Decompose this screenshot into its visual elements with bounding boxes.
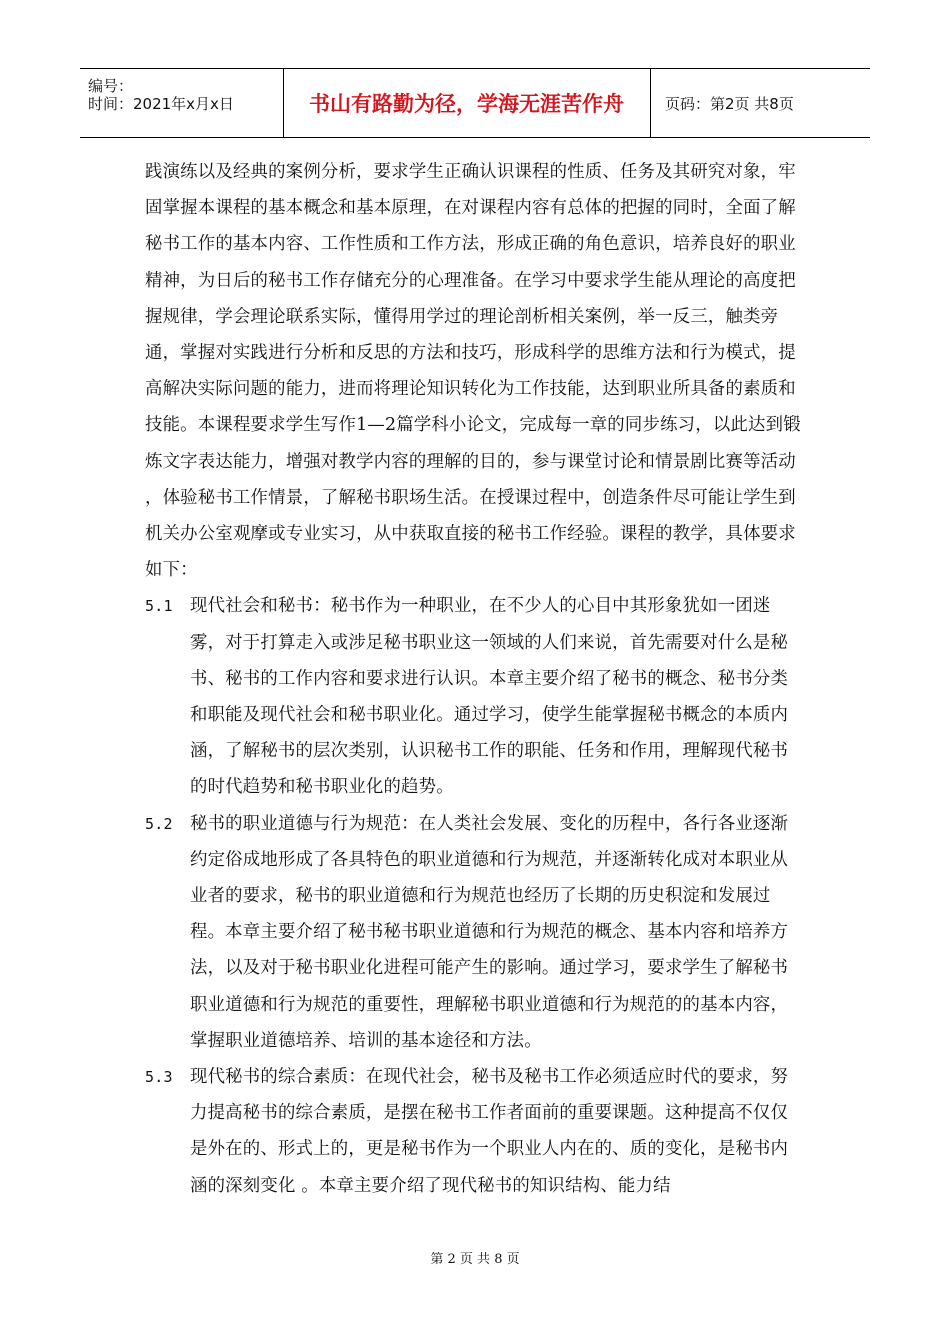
item-number: 5.1	[145, 597, 173, 616]
page-footer: 第 2 页 共 8 页	[430, 1252, 520, 1267]
header-motto: 书山有路勤为径，学海无涯苦作舟	[309, 92, 624, 116]
date-label: 时间：2021年x月x日	[88, 95, 234, 113]
header-page-info: 页码：第2页 共8页	[665, 94, 794, 113]
header-divider-left	[283, 69, 284, 137]
number-label: 编号：	[88, 77, 134, 95]
list-item	[145, 806, 805, 1059]
header-divider-right	[650, 69, 651, 137]
item-text: 现代秘书的综合素质：在现代社会，秘书及秘书工作必须适应时代的要求，努力提高秘书的综合素质，是摆在秘书工作者面前的重要课题。这种提高不仅仅是外在的、形式上的，更是秘书作为一个职业人内在的、质的变化，是秘书内涵的深刻变化 。本章主要介绍了现代秘书的知识结构、能力结	[190, 1067, 789, 1196]
document-header	[80, 68, 870, 138]
item-number: 5.3	[145, 1068, 173, 1087]
intro-paragraph: 践演练以及经典的案例分析，要求学生正确认识课程的性质、任务及其研究对象，牢固掌握本课程的基本概念和基本原理，在对课程内容有总体的把握的同时，全面了解秘书工作的基本内容、工作性质和工作方法，形成正确的角色意识，培养良好的职业精神，为日后的秘书工作存储充分的心理准备。在学习中要求学生能从理论的高度把握规律，学会理论联系实际，懂得用学过的理论剖析相关案例，举一反三，触类旁通，掌握对实践进行分析和反思的方法和技巧，形成科学的思维方法和行为模式，提高解决实际问题的能力，进而将理论知识转化为工作技能，达到职业所具备的素质和技能。本课程要求学生写作1—2篇学科小论文，完成每一章的同步练习，以此达到锻炼文字表达能力，增强对教学内容的理解的目的，参与课堂讨论和情景剧比赛等活动 ，体验秘书工作情景，了解秘书职场生活。在授课过程中，创造条件尽可能让学生到机关办公室观摩或专业实习，从中获取直接的秘书工作经验。课程的教学，具体要求如下：	[145, 162, 801, 581]
list-item	[145, 588, 805, 805]
document-body	[145, 154, 805, 1204]
item-text: 现代社会和秘书：秘书作为一种职业，在不少人的心目中其形象犹如一团迷雾，对于打算走入或涉足秘书职业这一领域的人们来说，首先需要对什么是秘书、秘书的工作内容和要求进行认识。本章主要介绍了秘书的概念、秘书分类和职能及现代社会和秘书职业化。通过学习，使学生能掌握秘书概念的本质内涵，了解秘书的层次类别，认识秘书工作的职能、任务和作用，理解现代秘书的时代趋势和秘书职业化的趋势。	[190, 596, 789, 798]
item-text: 秘书的职业道德与行为规范：在人类社会发展、变化的历程中，各行各业逐渐约定俗成地形成了各具特色的职业道德和行为规范，并逐渐转化成对本职业从业者的要求，秘书的职业道德和行为规范也经历了长期的历史积淀和发展过程。本章主要介绍了秘书秘书职业道德和行为规范的概念、基本内容和培养方法，以及对于秘书职业化进程可能产生的影响。通过学习，要求学生了解秘书职业道德和行为规范的重要性，理解秘书职业道德和行为规范的的基本内容，掌握职业道德培养、培训的基本途径和方法。	[190, 813, 789, 1051]
list-item	[145, 1059, 805, 1204]
item-number: 5.2	[145, 814, 173, 833]
header-meta	[80, 69, 283, 137]
